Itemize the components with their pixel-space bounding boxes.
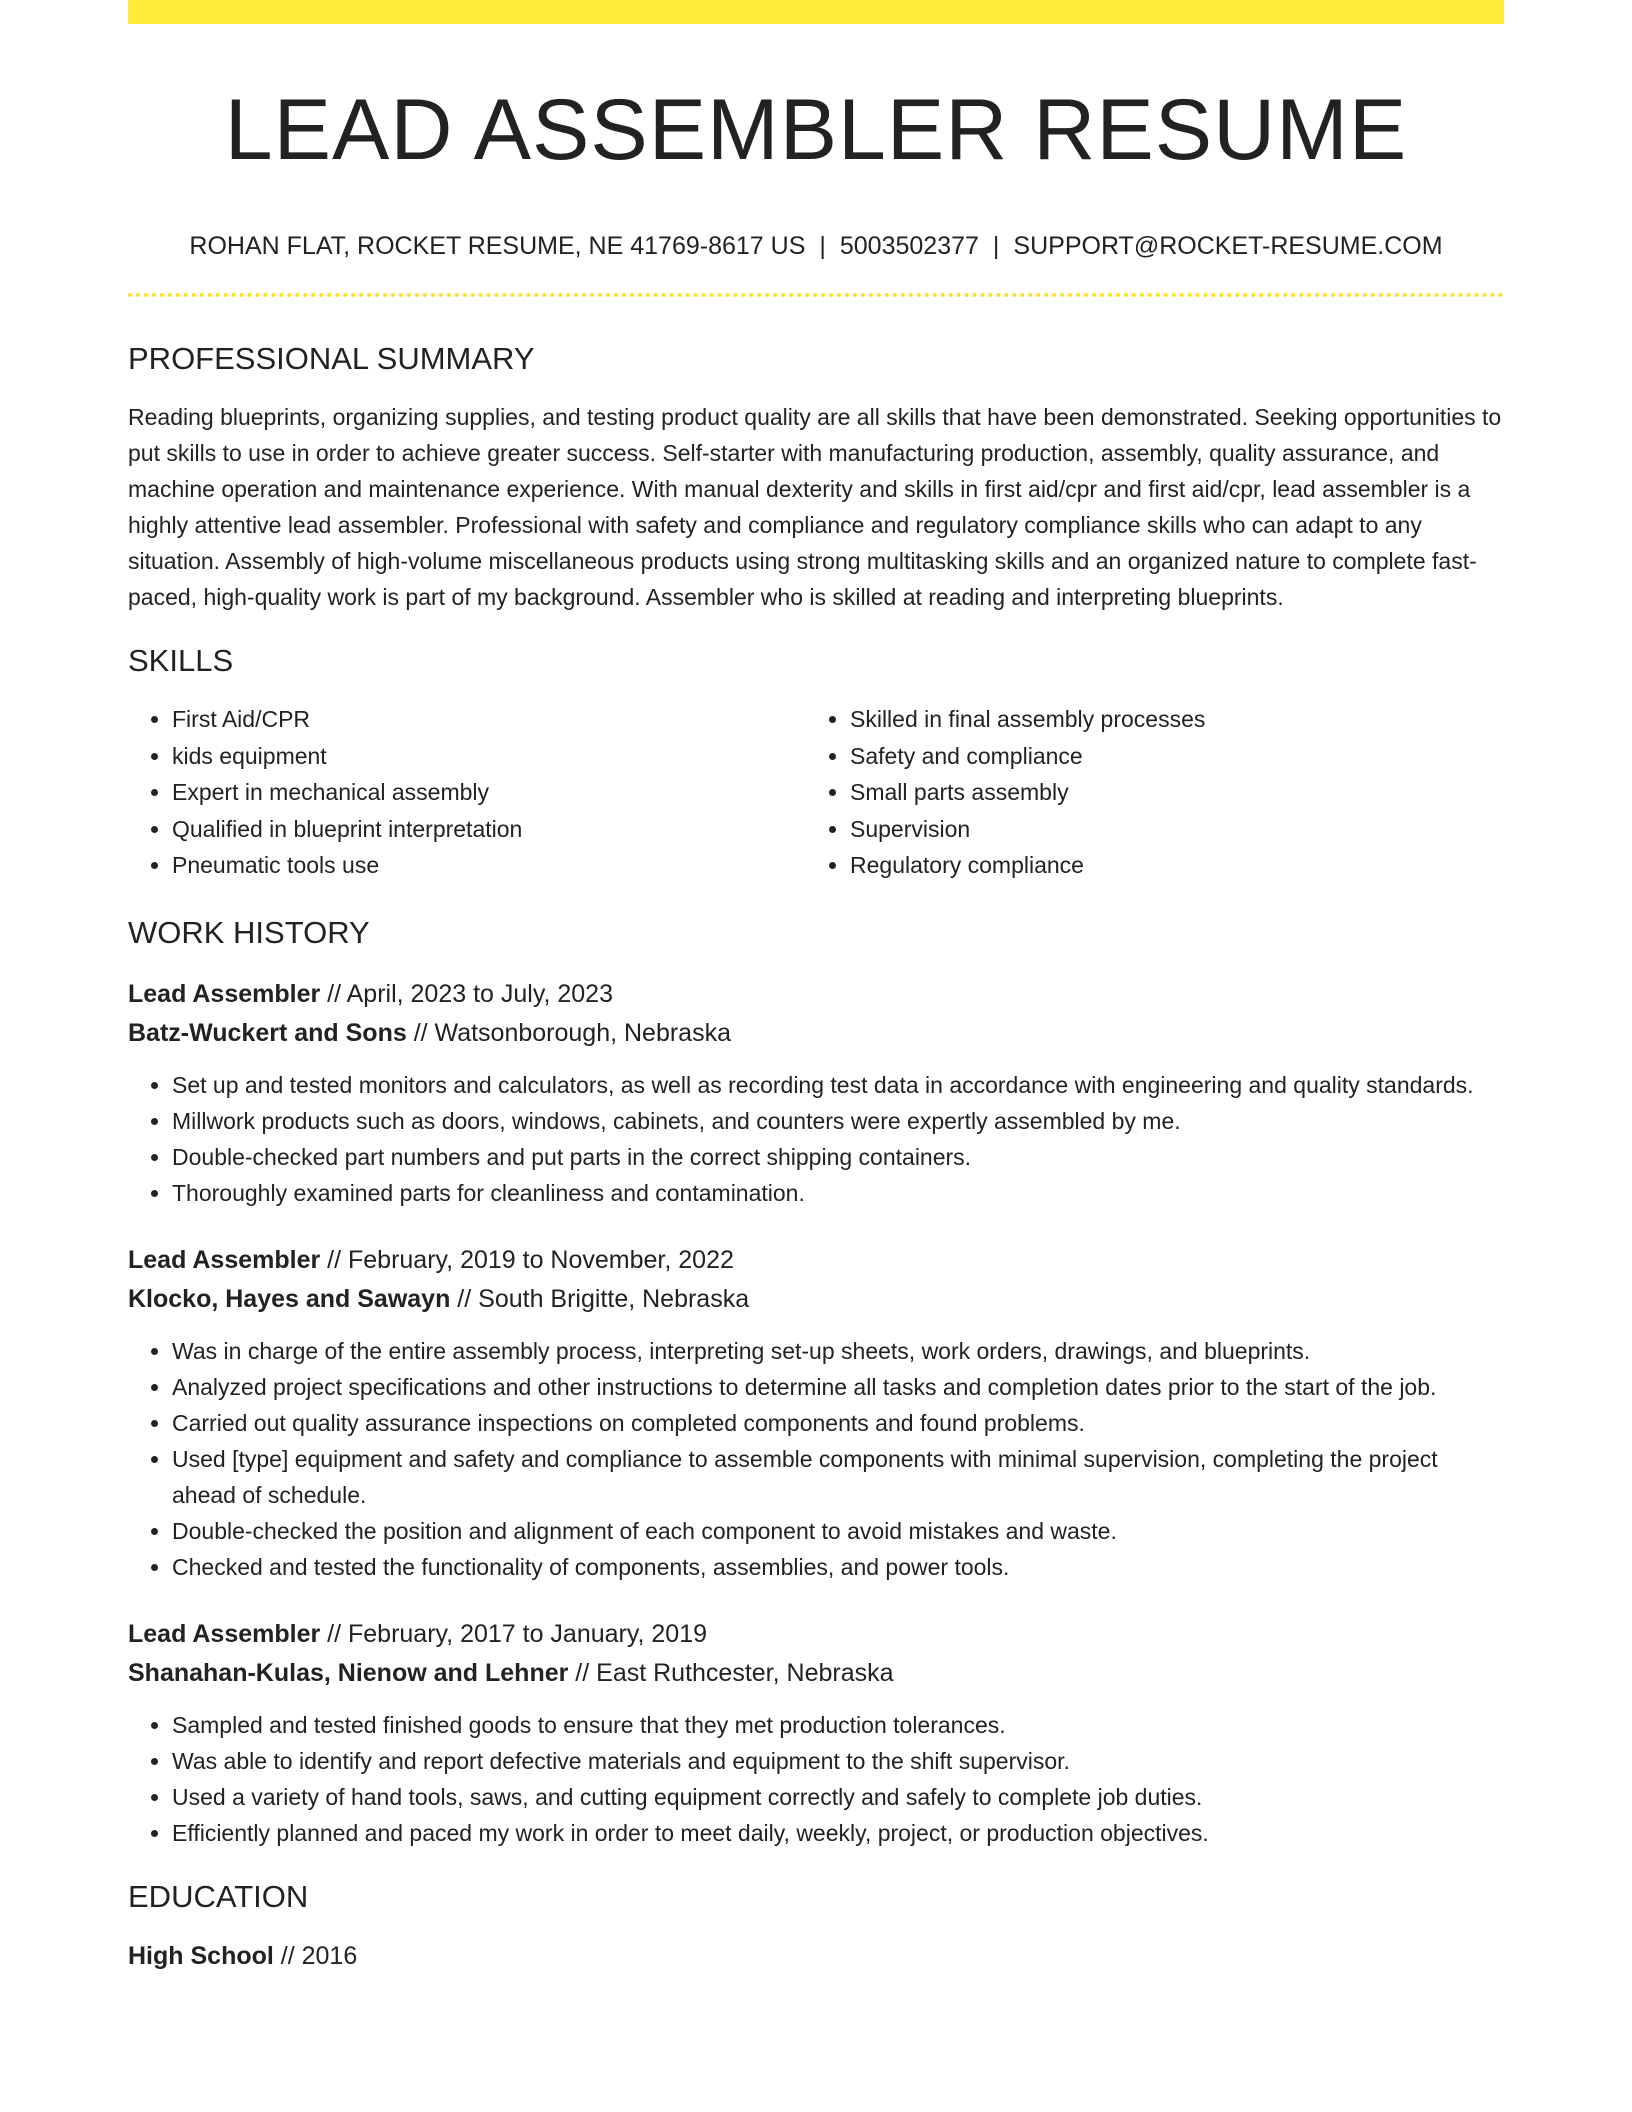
job-duty: • Was able to identify and report defective materials and equipment to the shift supervisor. [172,1743,1504,1779]
job-entry [128,975,1504,1211]
summary-text: Reading blueprints, organizing supplies, and testing product quality are all skills that have been demonstrated. Seeking opportunities to put skills to use in order to achieve greater success. Self-starter with manufacturing production, assembly, quality assurance, and machine operation and maintenance experience. With manual dexterity and skills in first aid/cpr and first aid/cpr, lead assembler is a highly attentive lead assembler. Professional with safety and compliance and regulatory compliance skills who can adapt to any situation. Assembly of high-volume miscellaneous products using strong multitasking skills and an organized nature to complete fast-paced, high-quality work is part of my background. Assembler who is skilled at reading and interpreting blueprints. [128,404,1502,610]
job-duties [128,1333,1504,1585]
contact-separator: | [819,232,826,260]
job-company: Shanahan-Kulas, Nienow and Lehner [128,1658,569,1687]
skills-list [128,701,1504,884]
job-dates: // April, 2023 to July, 2023 [320,979,613,1008]
contact-separator: | [992,232,1000,260]
job-company-line [128,1014,1504,1053]
job-duty: • Efficiently planned and paced my work in order to meet daily, weekly, project, or production objectives. [172,1815,1504,1851]
job-title: Lead Assembler [128,1619,321,1648]
job-location: // Watsonborough, Nebraska [406,1018,731,1047]
job-dates: // February, 2019 to November, 2022 [320,1245,734,1274]
job-duty: • Carried out quality assurance inspections on completed components and found problems. [172,1405,1504,1441]
job-duty: • Thoroughly examined parts for cleanliness and contamination. [172,1175,1504,1211]
education-entry [128,1937,1504,1976]
job-duty: • Double-checked part numbers and put parts in the correct shipping containers. [172,1139,1504,1175]
skills-heading: SKILLS [128,643,234,678]
job-duty: • Double-checked the position and alignment of each component to avoid mistakes and waste. [172,1513,1504,1549]
skills-column-left [128,701,806,884]
resume-content [128,0,1504,1976]
job-location: // East Ruthcester, Nebraska [568,1658,894,1687]
job-location: // South Brigitte, Nebraska [450,1284,750,1313]
skill-item: • Small parts assembly [850,774,1484,811]
skill-item: • Supervision [850,811,1484,848]
job-duty: • Checked and tested the functionality of components, assemblies, and power tools. [172,1549,1504,1585]
job-duty: • Used a variety of hand tools, saws, and cutting equipment correctly and safely to complete job duties. [172,1779,1504,1815]
job-duties [128,1067,1504,1211]
job-dates: // February, 2017 to January, 2019 [320,1619,708,1648]
resume-title: LEAD ASSEMBLER RESUME [224,82,1408,178]
education-degree: High School [128,1941,274,1970]
job-entry [128,1241,1504,1585]
skill-item: • First Aid/CPR [172,701,806,738]
job-duty: • Analyzed project specifications and other instructions to determine all tasks and completion dates prior to the start of the job. [172,1369,1504,1405]
contact-line [128,230,1504,262]
job-company-line [128,1280,1504,1319]
skills-column-right [806,701,1484,884]
contact-email: SUPPORT@ROCKET-RESUME.COM [1013,232,1443,260]
job-title: Lead Assembler [128,979,321,1008]
job-title-line [128,1615,1504,1654]
contact-address: ROHAN FLAT, ROCKET RESUME, NE 41769-8617 US [189,232,806,260]
skill-item: • Safety and compliance [850,738,1484,775]
job-entry [128,1615,1504,1851]
job-title-line [128,1241,1504,1280]
job-duty: • Millwork products such as doors, windows, cabinets, and counters were expertly assembled by me. [172,1103,1504,1139]
skill-item: • Qualified in blueprint interpretation [172,811,806,848]
job-duties [128,1707,1504,1851]
skill-item: • Expert in mechanical assembly [172,774,806,811]
education-heading: EDUCATION [128,1878,309,1914]
work-history-heading: WORK HISTORY [128,914,370,950]
dotted-divider [128,293,1504,297]
skill-item: • Regulatory compliance [850,847,1484,884]
job-duty: • Was in charge of the entire assembly process, interpreting set-up sheets, work orders, drawings, and blueprints. [172,1333,1504,1369]
contact-phone: 5003502377 [839,232,979,260]
education-year: // 2016 [273,1941,358,1970]
job-duty: • Set up and tested monitors and calculators, as well as recording test data in accordance with engineering and quality standards. [172,1067,1504,1103]
skill-item: • Pneumatic tools use [172,847,806,884]
skill-item: • kids equipment [172,738,806,775]
job-duty: • Used [type] equipment and safety and compliance to assemble components with minimal supervision, completing the project ahead of schedule. [172,1441,1504,1513]
job-company: Klocko, Hayes and Sawayn [128,1284,451,1313]
job-company-line [128,1654,1504,1693]
job-title-line [128,975,1504,1014]
job-company: Batz-Wuckert and Sons [128,1018,407,1047]
summary-heading: PROFESSIONAL SUMMARY [128,341,535,376]
skill-item: • Skilled in final assembly processes [850,701,1484,738]
job-title: Lead Assembler [128,1245,321,1274]
job-duty: • Sampled and tested finished goods to ensure that they met production tolerances. [172,1707,1504,1743]
